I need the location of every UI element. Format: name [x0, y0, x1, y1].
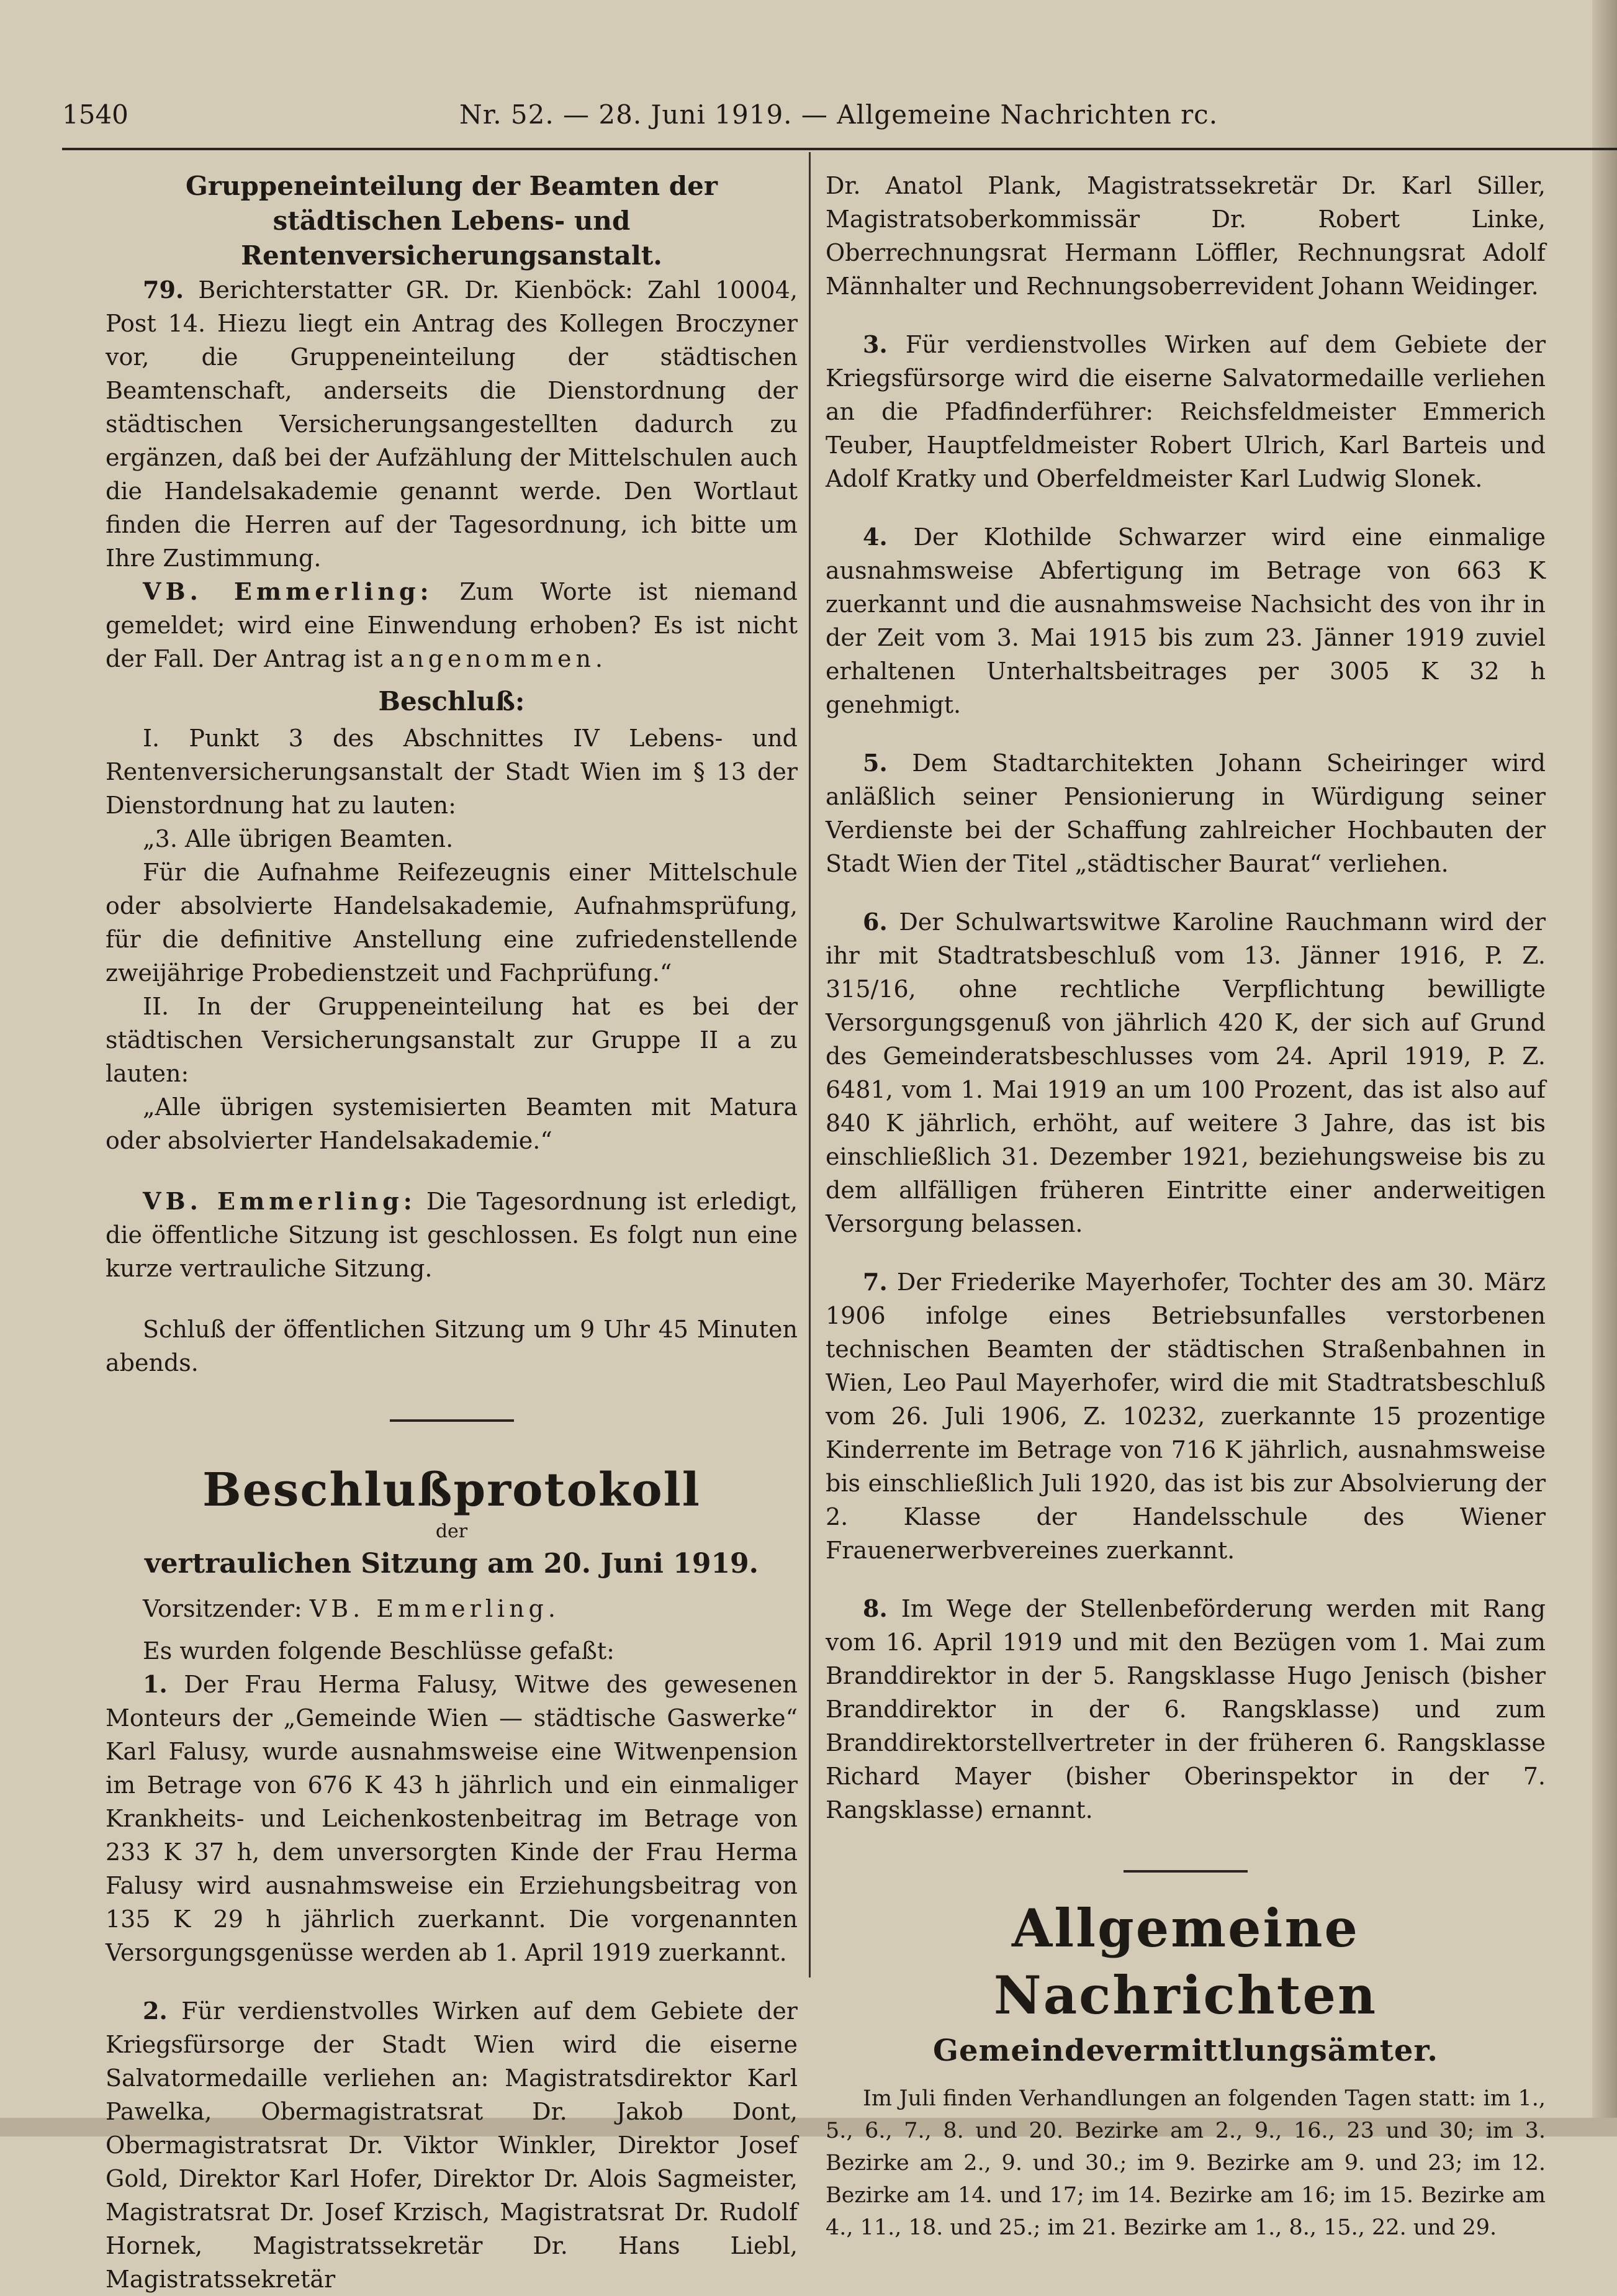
page-header	[62, 99, 1515, 143]
resolution-text: Der Schulwartswitwe Karoline Rauchmann wird der ihr mit Stadtratsbeschluß vom 13. Jänner 1916, P. Z. 315/16, ohne rechtliche Verpflichtung bewilligte Versorgungsgenuß von jährlich 420 K, der sich auf Grund des Gemeinderatsbeschlusses vom 24. April 1919, P. Z. 6481, vom 1. Mai 1919 an um 100 Prozent, das ist also auf 840 K jährlich, erhöht, auf weitere 3 Jahre, das ist bis einschließlich 31. Dezember 1921, beziehungsweise bis zu dem allfälligen früheren Eintritte einer anderweitigen Versorgung belassen.	[826, 908, 1546, 1237]
closing-note: Schluß der öffentlichen Sitzung um 9 Uhr 45 Minuten abends.	[106, 1316, 798, 1376]
page-number: 1540	[62, 99, 128, 130]
section-title: Allgemeine Nachrichten	[993, 1897, 1378, 2026]
header-rule	[62, 148, 1617, 150]
resolution-number: 8.	[863, 1594, 888, 1622]
resolution-text: Im Wege der Stellenbeförderung werden mit Rang vom 16. April 1919 und mit den Bezügen vom 1. Mai zum Branddirektor in der 5. Rangsklasse Hugo Jenisch (bisher Branddirektor in der 6. Rangsklasse) und zum Branddirektorstellvertreter in der früheren 6. Rangsklasse Richard Mayer (bisher Oberinspektor in der 7. Rangsklasse) ernannt.	[826, 1595, 1546, 1824]
resolution-3	[826, 328, 1546, 495]
short-rule	[1124, 1870, 1248, 1873]
chair-line	[106, 1592, 798, 1625]
column-divider	[809, 152, 811, 1977]
left-column	[106, 169, 798, 2296]
item-number: 79.	[143, 276, 184, 304]
running-head: Nr. 52. — 28. Juni 1919. — Allgemeine Nachrichten rc.	[459, 99, 1218, 130]
speaker-name: VB. Emmerling:	[143, 577, 433, 605]
spacer	[826, 1567, 1546, 1592]
emphasis-text: angenommen.	[390, 645, 607, 672]
resolution-7	[826, 1265, 1546, 1567]
speaker-name: VB. Emmerling:	[143, 1187, 417, 1215]
resolution-text: Der Friederike Mayerhofer, Tochter des am 30. März 1906 infolge eines Betriebsunfalles verstorbenen technischen Beamten der städtischen Straßenbahnen in Wien, Leo Paul Mayerhofer, wird die mit Stadtratsbeschluß vom 26. Juli 1906, Z. 10232, zuerkannte 15 prozentige Kinderrente im Betrage von 716 K jährlich, ausnahmsweise bis einschließlich Juli 1920, das ist bis zur Absolvierung der 2. Klasse der Handelsschule des Wiener Frauenerwerbvereines zuerkannt.	[826, 1268, 1546, 1564]
resolution-number: 2.	[143, 1997, 168, 2025]
section-heading: Gruppeneinteilung der Beamten der städtischen Lebens- und Rentenversicherungsanstalt.	[185, 171, 718, 271]
resolution-text: Für verdienstvolles Wirken auf dem Gebiete der Kriegsfürsorge der Stadt Wien wird die eiserne Salvatormedaille verliehen an: Magistratsdirektor Karl Pawelka, Obermagistratsrat Dr. Jakob Dont, Obermagistratsrat Dr. Viktor Winkler, Direktor Josef Gold, Direktor Karl Hofer, Direktor Dr. Alois Sagmeister, Magistratsrat Dr. Josef Krzisch, Magistratsrat Dr. Rudolf Hornek, Magistratssekretär Dr. Hans Liebl, Magistratssekretär	[106, 1997, 798, 2293]
spacer	[106, 1157, 798, 1185]
short-rule	[390, 1419, 514, 1422]
quote-2: Für die Aufnahme Reifezeugnis einer Mittelschule oder absolvierte Handelsakademie, Aufnahmsprüfung, für die definitive Anstellung eine zufriedenstellende zweijährige Probedienstzeit und Fachprüfung.“	[106, 859, 798, 987]
chair-remark-1	[106, 575, 798, 676]
section-text: Im Juli finden Verhandlungen an folgenden Tagen statt: im 1., 5., 6., 7., 8. und 20. Bezirke am 2., 9., 16., 23 und 30; im 3. Bezirke am 2., 9. und 30.; im 9. Bezirke am 9. und 23; im 12. Bezirke am 14. und 17; im 14. Bezirke am 16; im 15. Bezirke am 4., 11., 18. und 25.; im 21. Bezirke am 1., 8., 15., 22. und 29.	[826, 2086, 1546, 2240]
spacer	[826, 1241, 1546, 1265]
section-subtitle: Gemeindevermittlungsämter.	[933, 2033, 1438, 2068]
item-79	[106, 273, 798, 575]
resolution-text: Für verdienstvolles Wirken auf dem Gebiete der Kriegsfürsorge wird die eiserne Salvatormedaille verliehen an die Pfadfinderführer: Reichsfeldmeister Emmerich Teuber, Hauptfeldmeister Robert Ulrich, Karl Barteis und Adolf Kratky und Oberfeldmeister Karl Ludwig Slonek.	[826, 331, 1546, 492]
resolution-1	[106, 1668, 798, 1969]
resolutions-intro: Es wurden folgende Beschlüsse gefaßt:	[143, 1637, 615, 1665]
resolution-2-continued: Dr. Anatol Plank, Magistratssekretär Dr. Karl Siller, Magistratsoberkommissär Dr. Robert Linke, Oberrechnungsrat Hermann Löffler, Rechnungsrat Adolf Männhalter und Rechnungsoberrevident Johann Weidinger.	[826, 172, 1546, 300]
resolution-number: 4.	[863, 523, 888, 551]
spacer	[826, 303, 1546, 328]
beschluss-heading: Beschluß:	[378, 686, 525, 716]
quote-1: „3. Alle übrigen Beamten.	[143, 825, 454, 852]
resolution-2	[106, 1994, 798, 2296]
chair-remark-2	[106, 1185, 798, 1285]
page-edge-shadow	[1592, 0, 1617, 2136]
spacer	[106, 1969, 798, 1994]
resolution-number: 5.	[863, 749, 888, 777]
resolution-5	[826, 746, 1546, 880]
resolution-number: 1.	[143, 1670, 168, 1698]
protokoll-der: der	[435, 1521, 468, 1542]
resolution-text: Der Frau Herma Falusy, Witwe des gewesenen Monteurs der „Gemeinde Wien — städtische Gaswerke“ Karl Falusy, wurde ausnahmsweise eine Witwenpension im Betrage von 676 K 43 h jährlich und ein einmaliger Krankheits- und Leichenkostenbeitrag im Betrage von 233 K 37 h, dem unversorgten Kinde der Frau Herma Falusy wird ausnahmsweise ein Erziehungsbeitrag von 135 K 29 h jährlich zuerkannt. Die vorgenannten Versorgungsgenüsse werden ab 1. April 1919 zuerkannt.	[106, 1671, 798, 1966]
protokoll-subtitle: vertraulichen Sitzung am 20. Juni 1919.	[145, 1548, 759, 1580]
spacer	[826, 495, 1546, 520]
resolution-text: Der Klothilde Schwarzer wird eine einmalige ausnahmsweise Abfertigung im Betrage von 663 K zuerkannt und die ausnahmsweise Nachsicht des von ihr in der Zeit vom 3. Mai 1915 bis zum 23. Jänner 1919 zuviel erhaltenen Unterhaltsbeitrages per 3005 K 32 h genehmigt.	[826, 523, 1546, 718]
resolution-number: 6.	[863, 908, 888, 936]
right-column	[826, 169, 1546, 2244]
resolution-text: Dem Stadtarchitekten Johann Scheiringer wird anläßlich seiner Pensionierung in Würdigung seiner Verdienste bei der Schaffung zahlreicher Hochbauten der Stadt Wien der Titel „städtischer Baurat“ verliehen.	[826, 749, 1546, 877]
resolution-4	[826, 520, 1546, 721]
chair-name: VB. Emmerling.	[309, 1595, 560, 1622]
remark-text: Die Tagesordnung ist erledigt, die öffentliche Sitzung ist geschlossen. Es folgt nun eine kurze vertrauliche Sitzung.	[106, 1188, 798, 1282]
remark-text: Zum Worte ist niemand gemeldet; wird eine Einwendung erhoben? Es ist nicht der Fall. Der Antrag ist	[106, 578, 798, 672]
resolution-6	[826, 905, 1546, 1241]
protokoll-title: Beschlußprotokoll	[202, 1463, 701, 1517]
punkt-1: I. Punkt 3 des Abschnittes IV Lebens- und Rentenversicherungsanstalt der Stadt Wien im § 13 der Dienstordnung hat zu lauten:	[106, 725, 798, 819]
spacer	[826, 880, 1546, 905]
punkt-2: II. In der Gruppeneinteilung hat es bei der städtischen Versicherungsanstalt zur Gruppe II a zu lauten:	[106, 993, 798, 1087]
resolution-number: 3.	[863, 330, 888, 358]
resolution-number: 7.	[863, 1268, 888, 1296]
item-text: Berichterstatter GR. Dr. Kienböck: Zahl 10004, Post 14. Hiezu liegt ein Antrag des Kollegen Broczyner vor, die Gruppeneinteilung der städtischen Beamtenschaft, anderseits die Dienstordnung der städtischen Versicherungsangestellten dadurch zu ergänzen, daß bei der Aufzählung der Mittelschulen auch die Handelsakademie genannt werde. Den Wortlaut finden die Herren auf der Tagesordnung, ich bitte um Ihre Zustimmung.	[106, 276, 798, 572]
quote-3: „Alle übrigen systemisierten Beamten mit Matura oder absolvierter Handelsakademie.“	[106, 1093, 798, 1154]
spacer	[106, 1285, 798, 1313]
spacer	[826, 721, 1546, 746]
resolution-8	[826, 1592, 1546, 1827]
chair-label: Vorsitzender:	[143, 1595, 302, 1622]
